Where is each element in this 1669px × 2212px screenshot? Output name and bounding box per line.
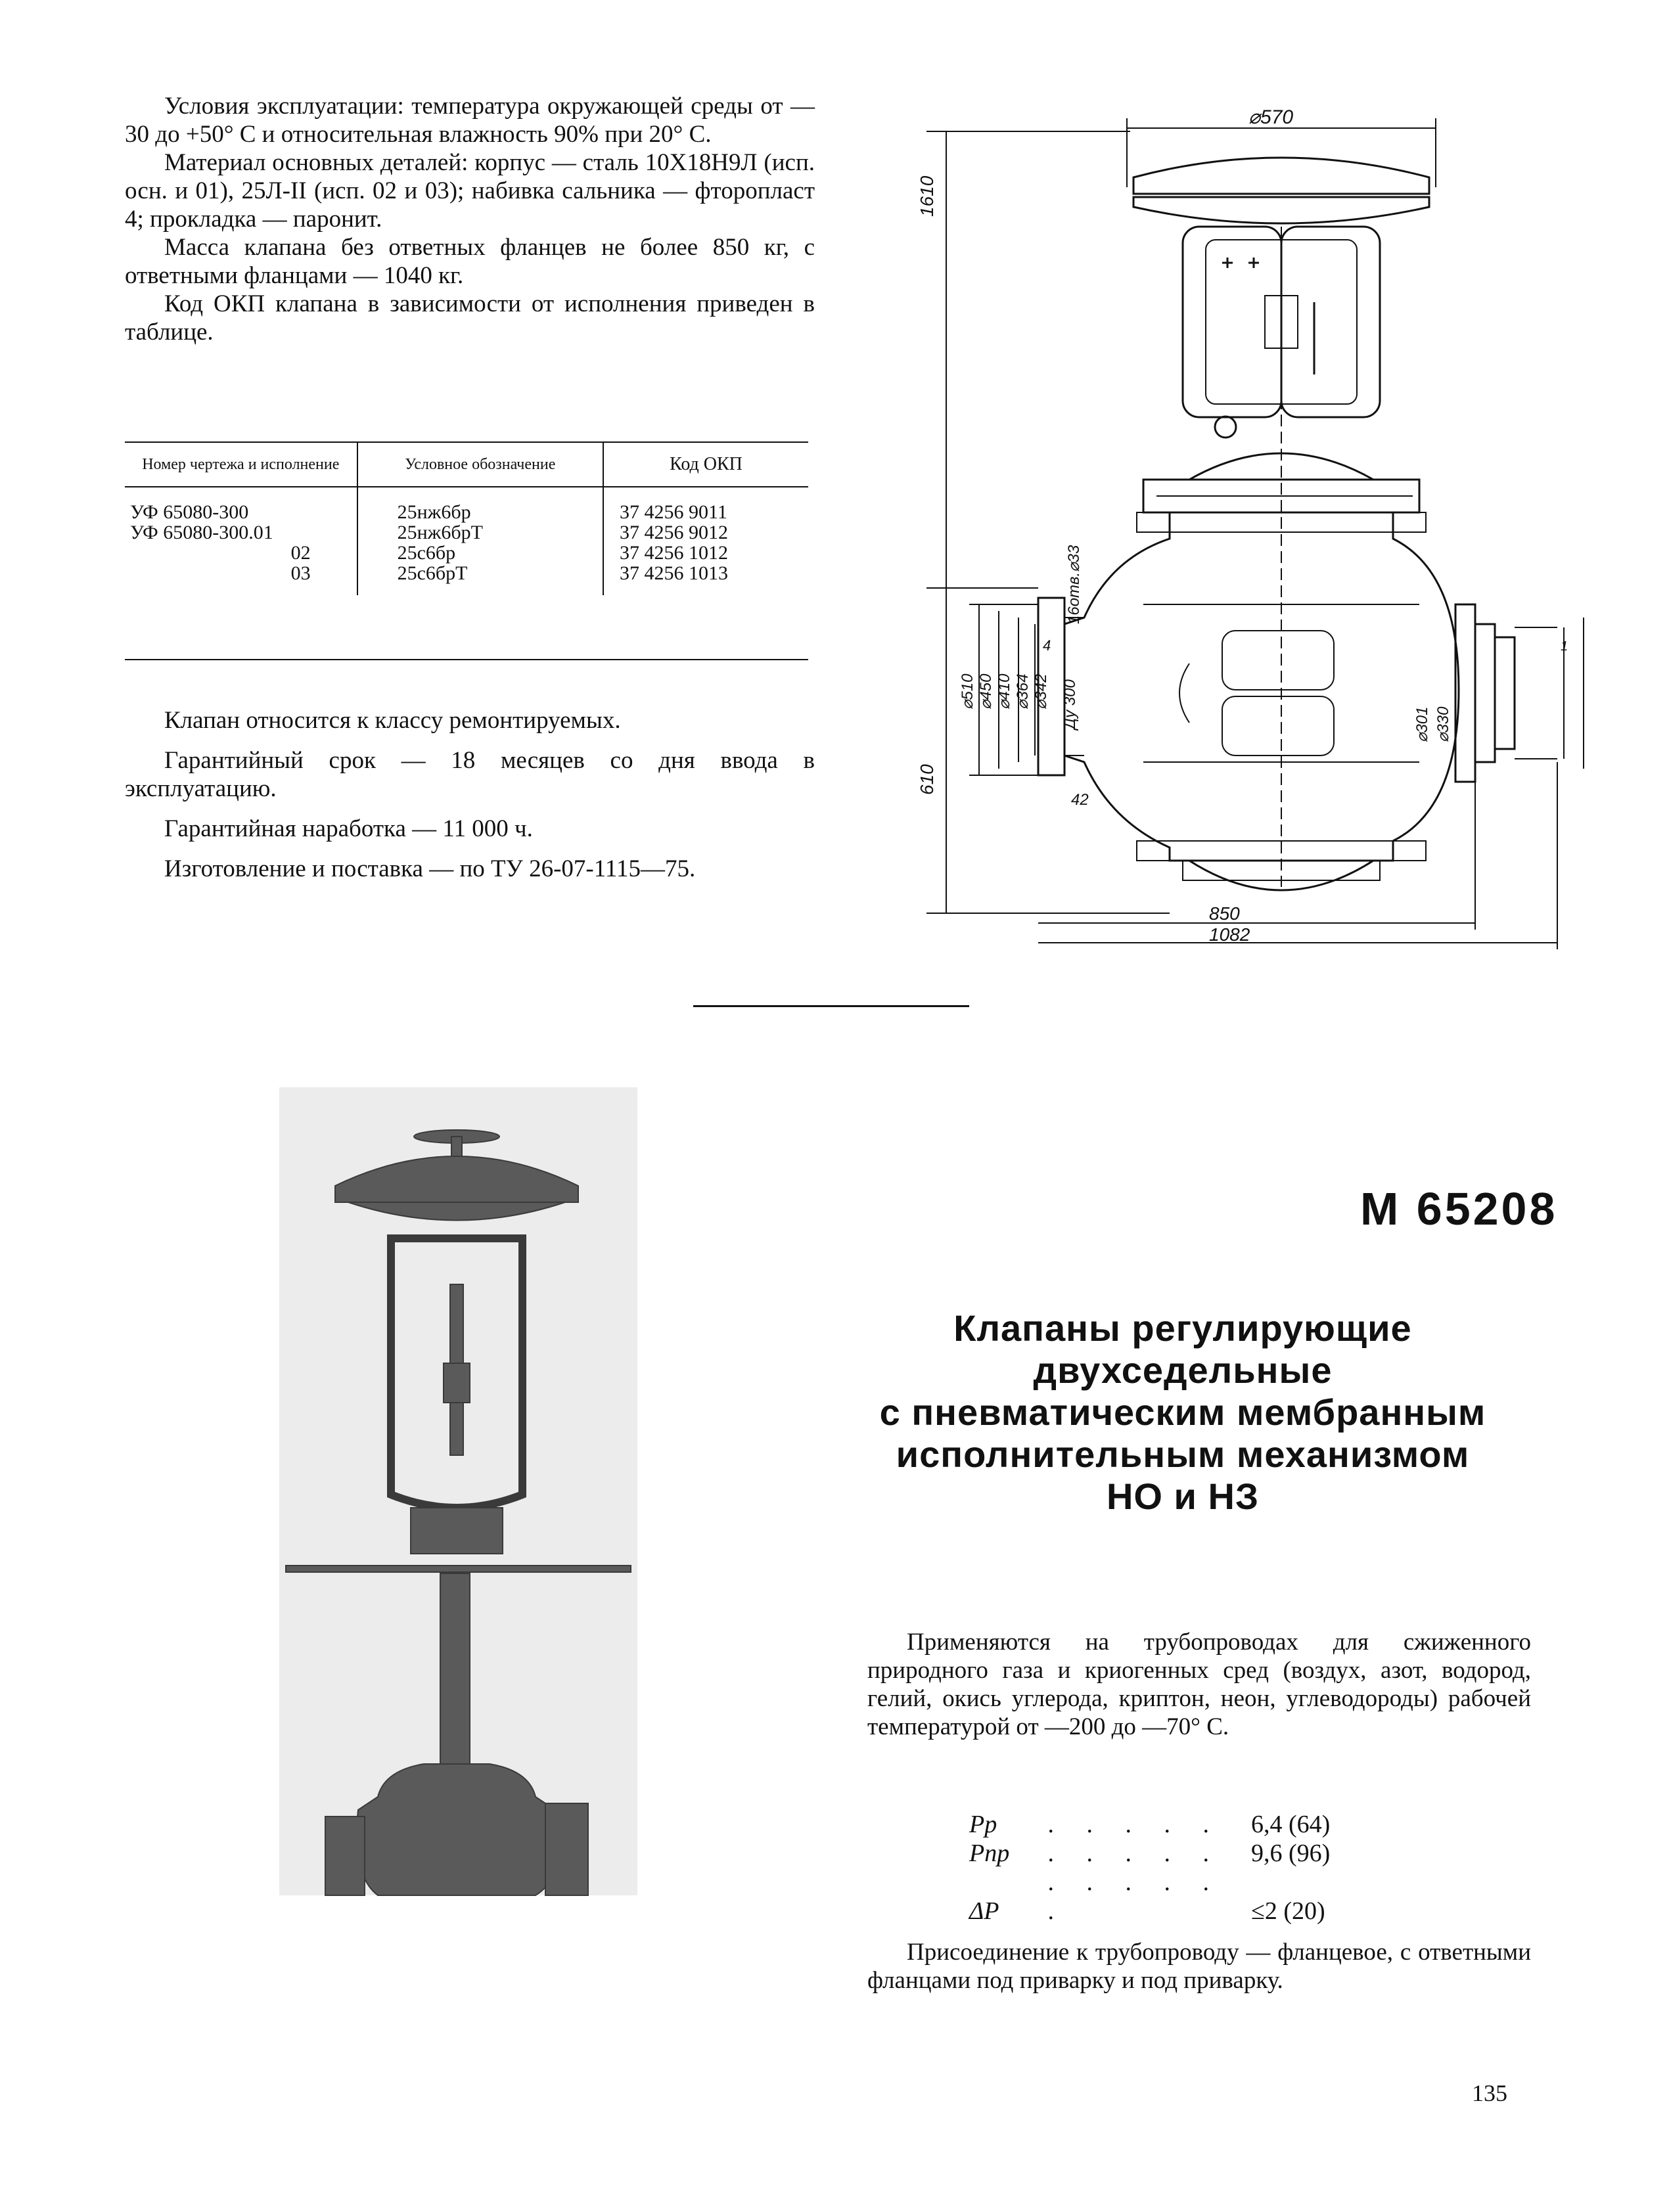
table-cell-okp: 37 4256 9011: [619, 501, 727, 523]
section-divider: [693, 1005, 969, 1007]
title-line-2: двухседельные: [1033, 1349, 1333, 1391]
dim-1082: 1082: [1209, 924, 1250, 945]
lower-text-block: [125, 706, 815, 883]
param-symbol: Pр: [969, 1811, 997, 1838]
title-line-1: Клапаны регулирующие: [953, 1307, 1412, 1349]
connection-block: [867, 1938, 1531, 1995]
dim-holes: 16отв.⌀33: [1065, 545, 1083, 624]
dim-d364: ⌀364: [1014, 673, 1032, 710]
table-cell-drawing: 03: [125, 563, 357, 595]
table-row: [125, 522, 808, 543]
table-cell-drawing: 02: [125, 543, 357, 563]
page-number: 135: [1472, 2080, 1507, 2106]
param-row: [969, 1810, 1330, 1839]
param-value: 6,4 (64): [1251, 1811, 1331, 1838]
table-cell-okp: 37 4256 1013: [619, 562, 728, 584]
class-paragraph: Клапан относится к классу ремонтируемых.: [164, 707, 621, 734]
table-cell-designation: 25нж6бр: [357, 487, 603, 522]
table-row: [125, 543, 808, 563]
conditions-paragraph: Условия эксплуатации: температура окружающей среды от —30 до +50° С и относительная влажность 90% при 20° С.: [125, 93, 815, 148]
table-cell-okp: 37 4256 1012: [619, 542, 728, 564]
title-line-5: НО и НЗ: [1106, 1476, 1260, 1517]
warranty-paragraph: Гарантийный срок — 18 месяцев со дня ввода в эксплуатацию.: [125, 747, 815, 802]
mass-paragraph: Масса клапана без ответных фланцев не более 850 кг, с ответными фланцами — 1040 кг.: [125, 234, 815, 289]
application-paragraph: Применяются на трубопроводах для сжиженного природного газа и криогенных сред (воздух, азот, водород, гелий, окись углерода, криптон, неон, углеводороды) рабочей температурой от —200 до —70° С.: [867, 1629, 1531, 1740]
param-dots: . . . . .: [1047, 1811, 1222, 1838]
table-row: [125, 487, 808, 522]
dim-d450: ⌀450: [977, 673, 995, 710]
dim-1: 1: [1561, 639, 1568, 654]
dim-d301: ⌀301: [1413, 706, 1431, 742]
dim-top-label: ⌀570: [1248, 106, 1294, 128]
table-header-designation: Условное обозначение: [357, 441, 603, 487]
table-header-drawing: Номер чертежа и исполнение: [125, 441, 357, 487]
materials-paragraph: Материал основных деталей: корпус — сталь 10Х18Н9Л (исп. осн. и 01), 25Л-II (исп. 02 и 03); набивка сальника — фторопласт 4; прокладка — паронит.: [125, 149, 815, 233]
dim-4: 4: [1043, 637, 1051, 654]
table-row: [125, 563, 808, 595]
table-cell-okp: 37 4256 9012: [619, 522, 728, 543]
top-text-block: [125, 92, 815, 346]
dim-dn300: Ду 300: [1061, 679, 1079, 729]
param-value: ≤2 (20): [1251, 1897, 1325, 1925]
valve-technical-drawing: [907, 99, 1568, 953]
dim-42: 42: [1071, 791, 1089, 809]
operating-paragraph: Гарантийная наработка — 11 000 ч.: [164, 815, 533, 842]
table-cell-designation: 25с6бр: [357, 543, 603, 563]
manufacture-paragraph: Изготовление и поставка — по ТУ 26-07-1115—75.: [164, 855, 696, 882]
param-value: 9,6 (96): [1251, 1840, 1331, 1867]
table-cell-designation: 25нж6брТ: [357, 522, 603, 543]
application-block: [867, 1628, 1531, 1741]
table-cell-designation: 25с6брТ: [357, 563, 603, 595]
dim-d510: ⌀510: [959, 673, 976, 710]
table-bottom-rule: [125, 659, 808, 660]
dim-lower-label: 610: [917, 764, 937, 795]
table-header-okp: Код ОКП: [603, 441, 808, 487]
dim-d330: ⌀330: [1434, 706, 1452, 742]
dim-d410: ⌀410: [995, 673, 1013, 710]
valve-photo: [279, 1087, 637, 1895]
okp-intro-paragraph: Код ОКП клапана в зависимости от исполнения приведен в таблице.: [125, 290, 815, 346]
dim-d342: ⌀342: [1032, 673, 1050, 710]
param-dots: . . . . .: [1047, 1840, 1222, 1867]
table-cell-drawing: УФ 65080-300: [125, 487, 357, 522]
okp-table: [125, 441, 808, 595]
model-number: М 65208: [1360, 1183, 1558, 1234]
param-row: [969, 1839, 1330, 1868]
param-symbol: ΔP: [969, 1897, 999, 1925]
param-symbol: Pпр: [969, 1840, 1010, 1867]
right-dim-labels: [1413, 624, 1492, 756]
title-line-3: с пневматическим мембранным: [879, 1391, 1486, 1433]
dim-height-label: 1610: [917, 175, 937, 217]
connection-paragraph: Присоединение к трубопроводу — фланцевое, с ответными фланцами под приварку и под приварку.: [867, 1939, 1531, 1994]
title-block: [834, 1307, 1531, 1518]
title-line-4: исполнительным механизмом: [896, 1433, 1470, 1475]
param-dots: . . . . . .: [1047, 1868, 1222, 1925]
dim-850: 850: [1209, 903, 1240, 924]
table-cell-drawing: УФ 65080-300.01: [125, 522, 357, 543]
param-row: [969, 1868, 1325, 1926]
